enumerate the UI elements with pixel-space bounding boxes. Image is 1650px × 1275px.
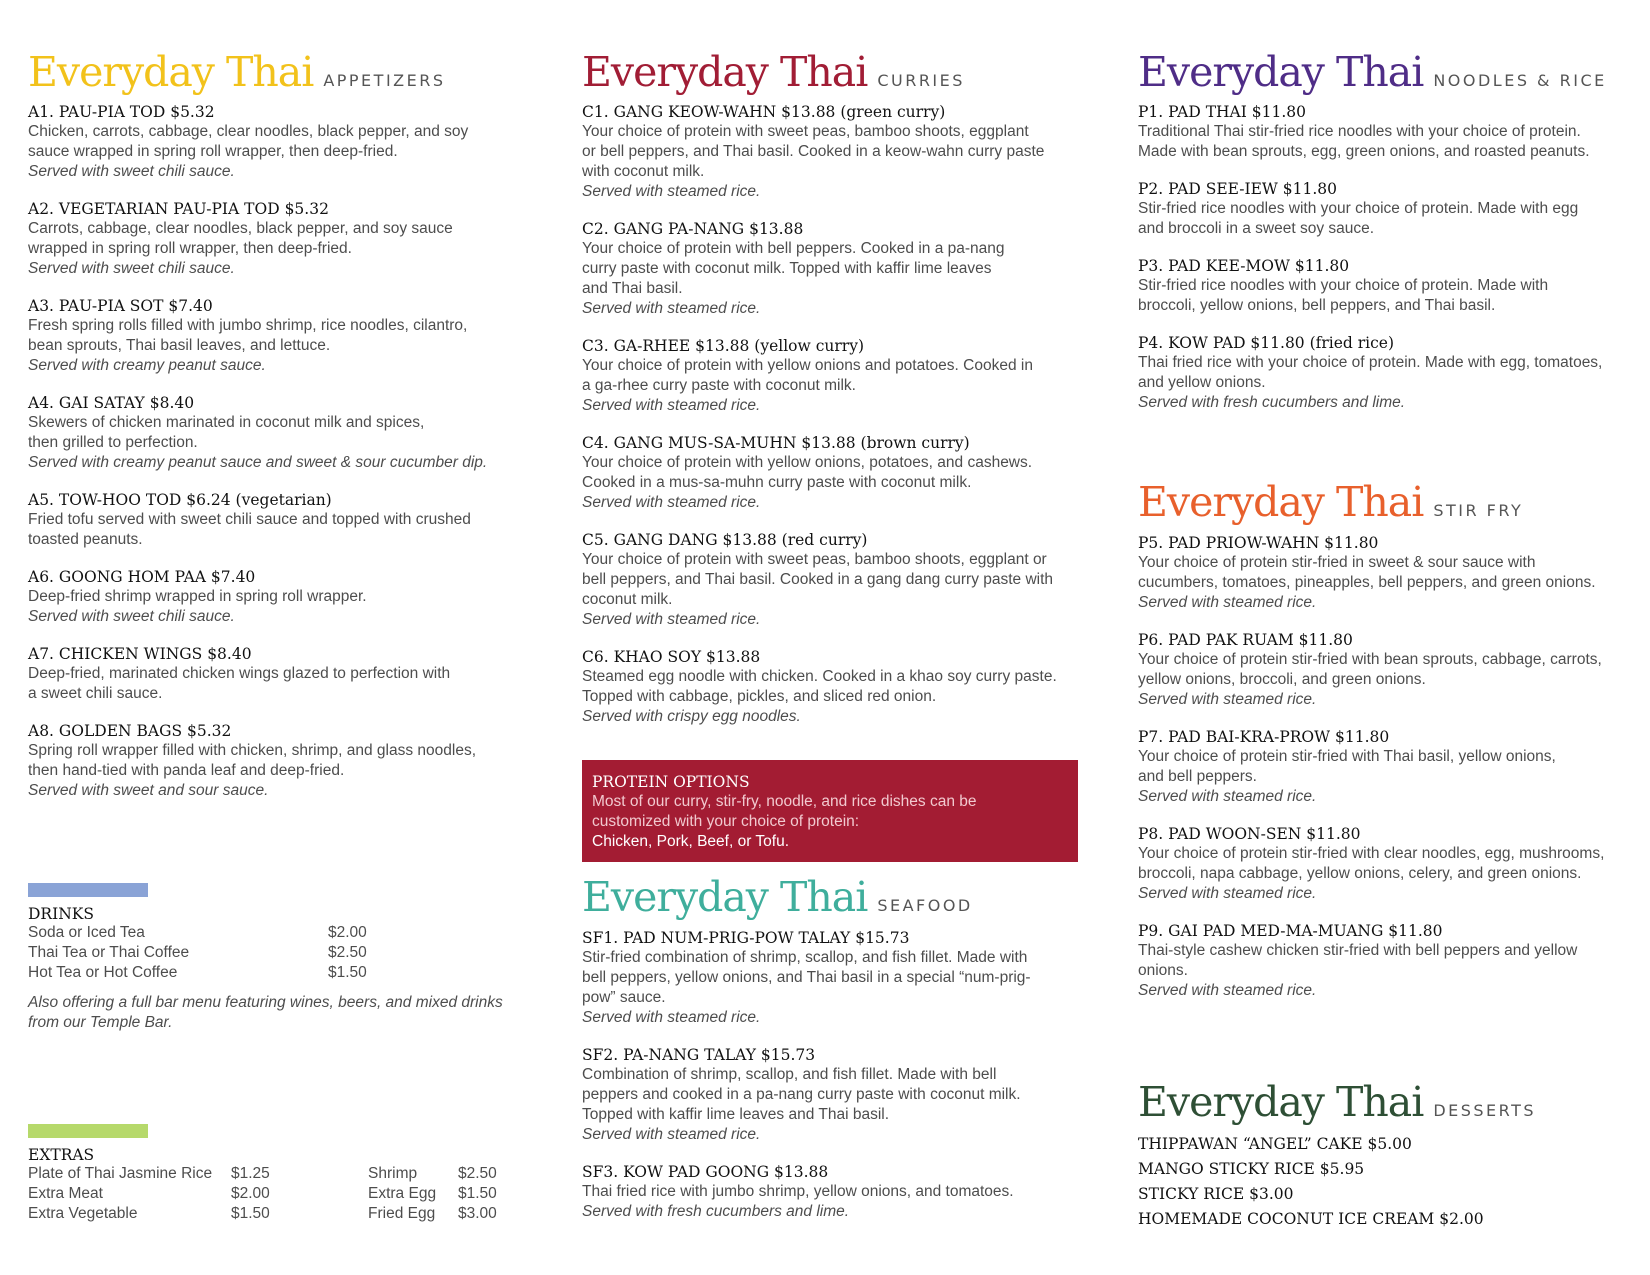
menu-item-description: Spring roll wrapper filled with chicken, shrimp, and glass noodles, — [28, 742, 476, 759]
extra-row — [28, 1164, 368, 1184]
menu-item-title: P9. GAI PAD MED-MA-MUANG $11.80 — [1138, 922, 1443, 940]
drinks-note-line: from our Temple Bar. — [28, 1014, 173, 1031]
extra-name: Fried Egg — [368, 1205, 436, 1222]
menu-item-description: Fried tofu served with sweet chili sauce and topped with crushed — [28, 511, 471, 528]
drink-price: $2.50 — [328, 944, 367, 961]
menu-item — [28, 393, 548, 473]
brand-title: Everyday Thai — [1138, 478, 1424, 526]
category-label: STIR FRY — [1433, 501, 1524, 520]
brand-title: Everyday Thai — [582, 873, 868, 921]
brand-title: Everyday Thai — [582, 48, 868, 96]
menu-item-served-with: Served with sweet and sour sauce. — [28, 782, 269, 799]
menu-item-served-with: Served with steamed rice. — [582, 1126, 761, 1143]
extra-name: Extra Meat — [28, 1185, 103, 1202]
menu-item-served-with: Served with steamed rice. — [582, 1009, 761, 1026]
menu-item-served-with: Served with sweet chili sauce. — [28, 608, 235, 625]
menu-item-description: cucumbers, tomatoes, pineapples, bell peppers, and green onions. — [1138, 574, 1596, 591]
menu-item-description: Topped with kaffir lime leaves and Thai basil. — [582, 1106, 890, 1123]
menu-item — [582, 336, 1082, 416]
menu-item-title: A3. PAU-PIA SOT $7.40 — [28, 297, 213, 315]
brand-title: Everyday Thai — [1138, 48, 1424, 96]
menu-item-served-with: Served with sweet chili sauce. — [28, 260, 235, 277]
menu-item-description: Stir-fried combination of shrimp, scallop, and fish fillet. Made with — [582, 949, 1028, 966]
category-label: SEAFOOD — [877, 896, 973, 915]
desserts-list — [1138, 1132, 1638, 1232]
menu-item — [1138, 630, 1638, 710]
menu-item-description: Skewers of chicken marinated in coconut milk and spices, — [28, 414, 425, 431]
stirfry-list — [1138, 533, 1638, 1018]
curries-list — [582, 102, 1082, 744]
protein-options-title: PROTEIN OPTIONS — [592, 773, 750, 791]
menu-item-description: Thai-style cashew chicken stir-fried with bell peppers and yellow — [1138, 942, 1578, 959]
menu-item-served-with: Served with steamed rice. — [582, 183, 761, 200]
menu-item-title: P8. PAD WOON-SEN $11.80 — [1138, 825, 1361, 843]
menu-item-description: sauce wrapped in spring roll wrapper, then deep-fried. — [28, 143, 398, 160]
menu-item — [28, 721, 548, 801]
menu-item-served-with: Served with steamed rice. — [1138, 885, 1317, 902]
menu-item-description: peppers and cooked in a pa-nang curry paste with coconut milk. — [582, 1086, 1021, 1103]
menu-item-served-with: Served with steamed rice. — [582, 494, 761, 511]
menu-item-title: P4. KOW PAD $11.80 (fried rice) — [1138, 334, 1395, 352]
menu-item-description: Topped with cabbage, pickles, and sliced red onion. — [582, 688, 937, 705]
menu-item-title: P3. PAD KEE-MOW $11.80 — [1138, 257, 1350, 275]
menu-item-served-with: Served with creamy peanut sauce and sweet & sour cucumber dip. — [28, 454, 488, 471]
drinks-note — [28, 993, 548, 1033]
appetizers-heading — [28, 48, 446, 96]
menu-item-description: and broccoli in a sweet soy sauce. — [1138, 220, 1375, 237]
menu-item-description: curry paste with coconut milk. Topped with kaffir lime leaves — [582, 260, 992, 277]
menu-item-title: P5. PAD PRIOW-WAHN $11.80 — [1138, 534, 1379, 552]
menu-item — [1138, 921, 1638, 1001]
extra-row — [368, 1164, 548, 1184]
menu-item-description: Your choice of protein with yellow onions, potatoes, and cashews. — [582, 454, 1033, 471]
extras-list-right — [368, 1164, 548, 1224]
menu-item-served-with: Served with steamed rice. — [582, 611, 761, 628]
menu-item-description: yellow onions, broccoli, and green onions. — [1138, 671, 1426, 688]
menu-item-title: A1. PAU-PIA TOD $5.32 — [28, 103, 215, 121]
extras-color-bar — [28, 1124, 148, 1138]
extra-row — [28, 1184, 368, 1204]
menu-item-title: P1. PAD THAI $11.80 — [1138, 103, 1307, 121]
menu-item-served-with: Served with creamy peanut sauce. — [28, 357, 266, 374]
menu-item-description: Stir-fried rice noodles with your choice of protein. Made with egg — [1138, 200, 1579, 217]
menu-item-served-with: Served with steamed rice. — [1138, 594, 1317, 611]
menu-item-description: and bell peppers. — [1138, 768, 1257, 785]
menu-item-served-with: Served with steamed rice. — [1138, 788, 1317, 805]
drinks-color-bar — [28, 883, 148, 897]
menu-item-description: broccoli, napa cabbage, yellow onions, celery, and green onions. — [1138, 865, 1582, 882]
extra-name: Shrimp — [368, 1165, 418, 1182]
menu-item — [582, 1162, 1082, 1222]
menu-item-title: P7. PAD BAI-KRA-PROW $11.80 — [1138, 728, 1390, 746]
menu-item-title: A4. GAI SATAY $8.40 — [28, 394, 195, 412]
menu-item-description: Carrots, cabbage, clear noodles, black pepper, and soy sauce — [28, 220, 453, 237]
menu-item-description: then hand-tied with panda leaf and deep-fried. — [28, 762, 345, 779]
drinks-section — [28, 905, 548, 1033]
extras-title: EXTRAS — [28, 1146, 95, 1164]
menu-item — [582, 102, 1082, 202]
seafood-list — [582, 928, 1082, 1239]
menu-item-title: C6. KHAO SOY $13.88 — [582, 648, 761, 666]
drink-row — [28, 943, 548, 963]
category-label: NOODLES & RICE — [1433, 71, 1607, 90]
menu-item-description: Cooked in a mus-sa-muhn curry paste with coconut milk. — [582, 474, 972, 491]
extra-price: $1.50 — [458, 1185, 497, 1202]
dessert-item: HOMEMADE COCONUT ICE CREAM $2.00 — [1138, 1210, 1484, 1228]
menu-item-description: or bell peppers, and Thai basil. Cooked in a keow-wahn curry paste — [582, 143, 1045, 160]
category-label: APPETIZERS — [323, 71, 446, 90]
menu-item-description: Your choice of protein with sweet peas, bamboo shoots, eggplant or — [582, 551, 1047, 568]
menu-item-description: Fresh spring rolls filled with jumbo shrimp, rice noodles, cilantro, — [28, 317, 468, 334]
menu-item-description: a ga-rhee curry paste with coconut milk. — [582, 377, 856, 394]
extra-price: $2.50 — [458, 1165, 497, 1182]
menu-item-description: Chicken, carrots, cabbage, clear noodles, black pepper, and soy — [28, 123, 469, 140]
menu-item-description: onions. — [1138, 962, 1188, 979]
brand-title: Everyday Thai — [28, 48, 314, 96]
menu-item-description: Your choice of protein with bell peppers. Cooked in a pa-nang — [582, 240, 1005, 257]
menu-item — [582, 647, 1082, 727]
extra-name: Extra Vegetable — [28, 1205, 138, 1222]
protein-options-box — [582, 760, 1078, 862]
dessert-item: MANGO STICKY RICE $5.95 — [1138, 1160, 1365, 1178]
menu-item-description: bell peppers, and Thai basil. Cooked in a gang dang curry paste with — [582, 571, 1054, 588]
menu-item-served-with: Served with fresh cucumbers and lime. — [582, 1203, 850, 1220]
menu-item-description: Traditional Thai stir-fried rice noodles with your choice of protein. — [1138, 123, 1581, 140]
desserts-heading — [1138, 1078, 1537, 1126]
menu-item-title: SF3. KOW PAD GOONG $13.88 — [582, 1163, 829, 1181]
menu-item-description: pow” sauce. — [582, 989, 666, 1006]
extra-name: Extra Egg — [368, 1185, 437, 1202]
drink-name: Hot Tea or Hot Coffee — [28, 964, 178, 981]
menu-item-description: Your choice of protein with sweet peas, bamboo shoots, eggplant — [582, 123, 1029, 140]
noodles-list — [1138, 102, 1638, 430]
dessert-item: THIPPAWAN “ANGEL” CAKE $5.00 — [1138, 1135, 1412, 1153]
menu-item — [1138, 727, 1638, 807]
menu-item-title: C5. GANG DANG $13.88 (red curry) — [582, 531, 868, 549]
drinks-list — [28, 923, 548, 983]
menu-item-served-with: Served with steamed rice. — [582, 397, 761, 414]
menu-item-description: Deep-fried, marinated chicken wings glazed to perfection with — [28, 665, 451, 682]
menu-item-title: C1. GANG KEOW-WAHN $13.88 (green curry) — [582, 103, 946, 121]
menu-item-title: C3. GA-RHEE $13.88 (yellow curry) — [582, 337, 864, 355]
menu-item-description: bean sprouts, Thai basil leaves, and lettuce. — [28, 337, 331, 354]
menu-item — [1138, 824, 1638, 904]
menu-item-description: toasted peanuts. — [28, 531, 143, 548]
menu-item — [1138, 256, 1638, 316]
stirfry-heading — [1138, 478, 1524, 526]
drinks-note-line: Also offering a full bar menu featuring wines, beers, and mixed drinks — [28, 994, 503, 1011]
menu-item-description: Your choice of protein with yellow onions and potatoes. Cooked in — [582, 357, 1033, 374]
menu-item-served-with: Served with sweet chili sauce. — [28, 163, 235, 180]
menu-item-description: then grilled to perfection. — [28, 434, 198, 451]
menu-item-title: A7. CHICKEN WINGS $8.40 — [28, 645, 252, 663]
extra-price: $3.00 — [458, 1205, 497, 1222]
menu-item-served-with: Served with steamed rice. — [582, 300, 761, 317]
menu-item-served-with: Served with crispy egg noodles. — [582, 708, 801, 725]
menu-item-title: C2. GANG PA-NANG $13.88 — [582, 220, 804, 238]
menu-item-title: P6. PAD PAK RUAM $11.80 — [1138, 631, 1353, 649]
menu-item — [582, 530, 1082, 630]
menu-item-description: Your choice of protein stir-fried with bean sprouts, cabbage, carrots, — [1138, 651, 1602, 668]
menu-item-description: Stir-fried rice noodles with your choice of protein. Made with — [1138, 277, 1549, 294]
menu-item-description: Your choice of protein stir-fried with Thai basil, yellow onions, — [1138, 748, 1556, 765]
extras-section — [28, 1146, 548, 1224]
menu-item-description: Thai fried rice with your choice of protein. Made with egg, tomatoes, — [1138, 354, 1603, 371]
seafood-heading — [582, 873, 973, 921]
menu-item — [28, 296, 548, 376]
menu-item-description: a sweet chili sauce. — [28, 685, 163, 702]
menu-item-description: Deep-fried shrimp wrapped in spring roll wrapper. — [28, 588, 367, 605]
menu-item-title: SF2. PA-NANG TALAY $15.73 — [582, 1046, 816, 1064]
dessert-item: STICKY RICE $3.00 — [1138, 1185, 1294, 1203]
menu-item — [1138, 179, 1638, 239]
extra-price: $2.00 — [231, 1185, 270, 1202]
menu-item-title: A6. GOONG HOM PAA $7.40 — [28, 568, 256, 586]
menu-item-description: and yellow onions. — [1138, 374, 1266, 391]
menu-item — [1138, 533, 1638, 613]
menu-item-title: SF1. PAD NUM-PRIG-POW TALAY $15.73 — [582, 929, 910, 947]
drink-price: $1.50 — [328, 964, 367, 981]
menu-item-description: Thai fried rice with jumbo shrimp, yellow onions, and tomatoes. — [582, 1183, 1014, 1200]
menu-item-description: coconut milk. — [582, 591, 673, 608]
menu-item — [28, 490, 548, 550]
extra-row — [368, 1204, 548, 1224]
menu-item — [1138, 102, 1638, 162]
menu-item-served-with: Served with fresh cucumbers and lime. — [1138, 394, 1406, 411]
category-label: DESSERTS — [1433, 1101, 1537, 1120]
brand-title: Everyday Thai — [1138, 1078, 1424, 1126]
menu-item-description: wrapped in spring roll wrapper, then deep-fried. — [28, 240, 352, 257]
menu-item-description: Your choice of protein stir-fried with clear noodles, egg, mushrooms, — [1138, 845, 1605, 862]
extra-price: $1.25 — [231, 1165, 270, 1182]
menu-item-description: with coconut milk. — [582, 163, 705, 180]
drinks-title: DRINKS — [28, 905, 94, 923]
menu-item-description: Combination of shrimp, scallop, and fish fillet. Made with bell — [582, 1066, 997, 1083]
menu-item-title: A2. VEGETARIAN PAU-PIA TOD $5.32 — [28, 200, 329, 218]
menu-item-served-with: Served with steamed rice. — [1138, 982, 1317, 999]
menu-item — [28, 567, 548, 627]
menu-item — [582, 928, 1082, 1028]
menu-item-description: broccoli, yellow onions, bell peppers, and Thai basil. — [1138, 297, 1496, 314]
menu-item-served-with: Served with steamed rice. — [1138, 691, 1317, 708]
extra-row — [28, 1204, 368, 1224]
menu-item-title: A8. GOLDEN BAGS $5.32 — [28, 722, 232, 740]
drink-price: $2.00 — [328, 924, 367, 941]
protein-options-desc-1: Most of our curry, stir-fry, noodle, and rice dishes can be — [592, 793, 977, 810]
extra-name: Plate of Thai Jasmine Rice — [28, 1165, 213, 1182]
menu-item — [28, 644, 548, 704]
extras-list-left — [28, 1164, 368, 1224]
menu-item-description: bell peppers, yellow onions, and Thai basil in a special “num-prig- — [582, 969, 1031, 986]
drink-row — [28, 923, 548, 943]
menu-item-title: C4. GANG MUS-SA-MUHN $13.88 (brown curry) — [582, 434, 970, 452]
menu-item — [28, 102, 548, 182]
menu-item-description: and Thai basil. — [582, 280, 683, 297]
menu-item — [582, 433, 1082, 513]
menu-item-description: Steamed egg noodle with chicken. Cooked in a khao soy curry paste. — [582, 668, 1057, 685]
protein-options-desc-2: customized with your choice of protein: — [592, 813, 860, 830]
drink-name: Soda or Iced Tea — [28, 924, 145, 941]
protein-options-list: Chicken, Pork, Beef, or Tofu. — [592, 833, 790, 850]
extra-price: $1.50 — [231, 1205, 270, 1222]
menu-item — [28, 199, 548, 279]
appetizers-list — [28, 102, 548, 818]
drink-name: Thai Tea or Thai Coffee — [28, 944, 190, 961]
curries-heading — [582, 48, 965, 96]
menu-item — [1138, 333, 1638, 413]
menu-item — [582, 219, 1082, 319]
extra-row — [368, 1184, 548, 1204]
drink-row — [28, 963, 548, 983]
menu-item-description: Your choice of protein stir-fried in sweet & sour sauce with — [1138, 554, 1536, 571]
noodles-heading — [1138, 48, 1607, 96]
menu-item-title: A5. TOW-HOO TOD $6.24 (vegetarian) — [28, 491, 332, 509]
menu-item — [582, 1045, 1082, 1145]
category-label: CURRIES — [877, 71, 965, 90]
menu-item-title: P2. PAD SEE-IEW $11.80 — [1138, 180, 1338, 198]
menu-item-description: Made with bean sprouts, egg, green onions, and roasted peanuts. — [1138, 143, 1590, 160]
